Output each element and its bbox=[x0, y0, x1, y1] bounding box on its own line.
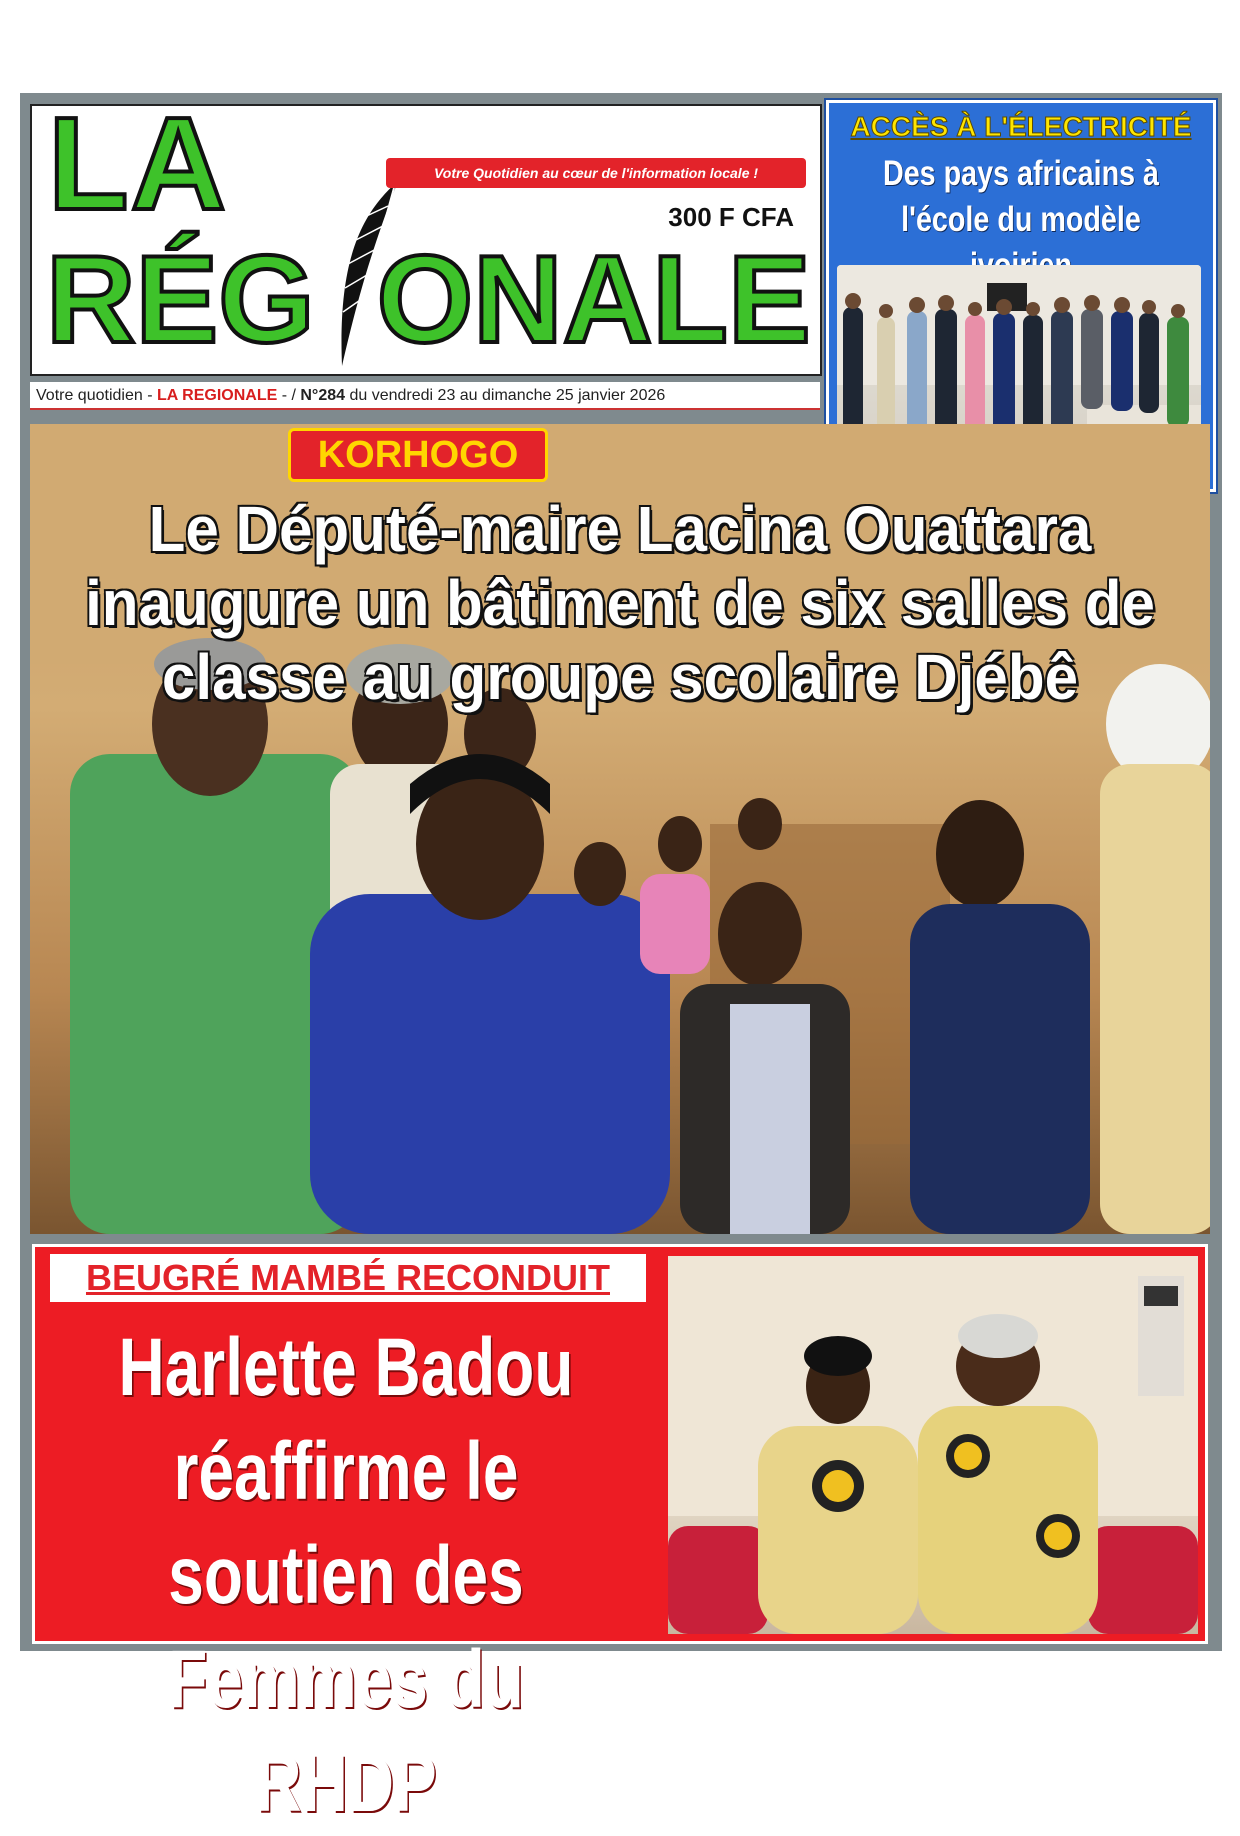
slogan-banner: Votre Quotidien au cœur de l'information locale ! bbox=[386, 158, 806, 188]
dateline: Votre quotidien - LA REGIONALE - / N°284 du vendredi 23 au dimanche 25 janvier 2026 bbox=[30, 382, 820, 410]
bottom-kicker: BEUGRÉ MAMBÉ RECONDUIT bbox=[50, 1254, 646, 1302]
price-label: 300 F CFA bbox=[668, 202, 794, 232]
main-headline[interactable]: Le Député-maire Lacina Ouattara inaugure un bâtiment de six salles de classe au groupe scolaire Djébê bbox=[85, 493, 1155, 713]
masthead bbox=[30, 90, 822, 376]
bottom-headline[interactable]: Harlette Badou réaffirme le soutien des Femmes du RHDP bbox=[118, 1322, 574, 1829]
logo-line-regionale: RÉG ONALE bbox=[46, 231, 811, 369]
teaser-kicker: ACCÈS À L'ÉLECTRICITÉ bbox=[850, 111, 1192, 142]
logo-line-la: LA bbox=[48, 90, 228, 237]
feather-quill-icon bbox=[328, 176, 408, 376]
bottom-story-photo bbox=[668, 1256, 1198, 1634]
location-tag: KORHOGO bbox=[288, 428, 548, 482]
teaser-headline: Des pays africains à l'école du modèle bbox=[882, 154, 1160, 239]
